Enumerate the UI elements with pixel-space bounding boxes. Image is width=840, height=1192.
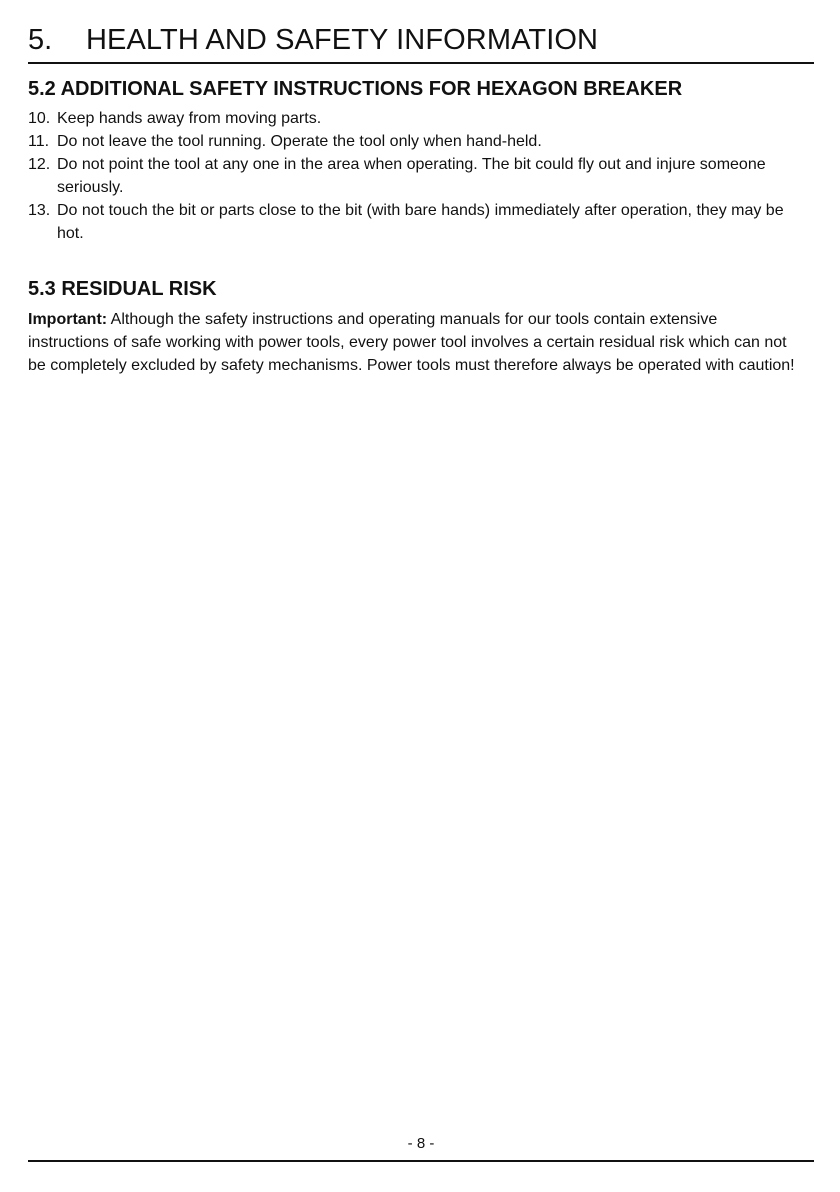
item-number: 12. xyxy=(28,156,51,173)
item-text: Do not touch the bit or parts close to the bit (with bare hands) immediately after operation, they may be hot. xyxy=(57,202,784,242)
list-item xyxy=(28,153,814,199)
chapter-number: 5. xyxy=(28,24,53,56)
chapter-title: HEALTH AND SAFETY INFORMATION xyxy=(86,24,599,56)
item-number: 10. xyxy=(28,110,51,127)
residual-risk-paragraph xyxy=(28,308,798,377)
page-number: - 8 - xyxy=(407,1135,435,1152)
item-text: Keep hands away from moving parts. xyxy=(57,110,322,127)
residual-risk-text: Although the safety instructions and operating manuals for our tools contain extensive instructions of safe working with power tools, every power tool involves a certain residual risk which can not be completely excluded by safety mechanisms. Power tools must therefore always be operated with caution! xyxy=(28,311,795,374)
footer-divider xyxy=(28,1160,814,1162)
chapter-header xyxy=(28,22,814,64)
list-item xyxy=(28,199,814,245)
list-item xyxy=(28,107,814,130)
list-item xyxy=(28,130,814,153)
important-label: Important: xyxy=(28,311,108,328)
safety-instruction-list xyxy=(28,107,814,245)
section-heading-additional-safety: 5.2 ADDITIONAL SAFETY INSTRUCTIONS FOR HEXAGON BREAKER xyxy=(28,78,683,100)
item-text: Do not leave the tool running. Operate the tool only when hand-held. xyxy=(57,133,542,150)
manual-page xyxy=(28,0,814,1192)
item-number: 13. xyxy=(28,202,51,219)
item-number: 11. xyxy=(28,133,50,150)
item-text: Do not point the tool at any one in the area when operating. The bit could fly out and injure someone seriously. xyxy=(57,156,766,196)
section-heading-residual-risk: 5.3 RESIDUAL RISK xyxy=(28,278,217,300)
